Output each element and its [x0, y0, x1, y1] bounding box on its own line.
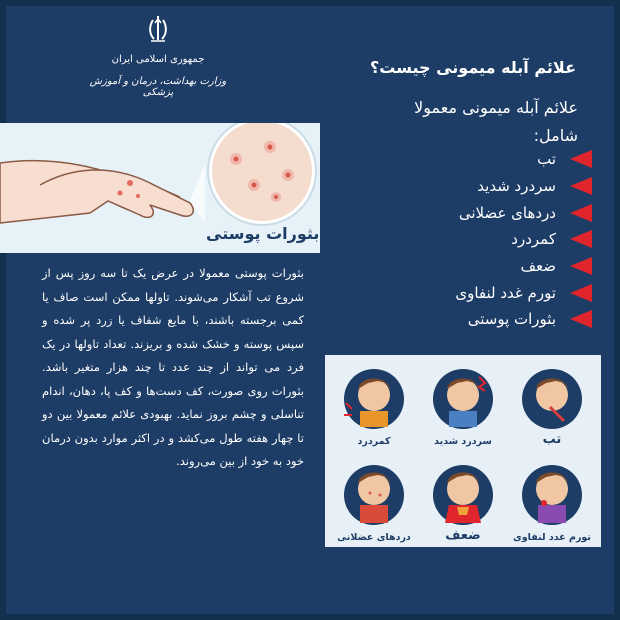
- bullet-triangle-icon: [570, 150, 592, 168]
- list-item: دردهای عضلانی: [455, 199, 592, 226]
- swollen-lymph-icon-card: تورم غدد لنفاوی: [512, 455, 592, 545]
- back-pain-icon: [334, 359, 414, 429]
- page-title: علائم آبله میمونی چیست؟: [369, 58, 576, 77]
- bullet-triangle-icon: [570, 204, 592, 222]
- swollen-lymph-icon: [512, 455, 592, 525]
- list-item: کمردرد: [455, 226, 592, 253]
- headache-icon: [423, 359, 503, 429]
- weakness-icon: [423, 455, 503, 525]
- list-item: تب: [455, 146, 592, 173]
- logo-ministry: وزارت بهداشت، درمان و آموزش پزشکی: [89, 76, 227, 98]
- muscle-pain-icon: [334, 455, 414, 525]
- list-item: ضعف: [455, 253, 592, 280]
- bullet-triangle-icon: [570, 257, 592, 275]
- ministry-logo: [89, 14, 227, 104]
- fever-icon-card: تب: [512, 359, 592, 449]
- muscle-pain-icon-card: دردهای عضلانی: [334, 455, 414, 545]
- headache-icon-card: سردرد شدید: [423, 359, 503, 449]
- bullet-triangle-icon: [570, 284, 592, 302]
- bullet-triangle-icon: [570, 310, 592, 328]
- bullet-triangle-icon: [570, 230, 592, 248]
- logo-country: جمهوری اسلامی ایران: [111, 54, 205, 65]
- weakness-icon-card: ضعف: [423, 455, 503, 545]
- symptom-icon-grid: [325, 355, 601, 547]
- bullet-triangle-icon: [570, 177, 592, 195]
- list-item: تورم غدد لنفاوی: [455, 279, 592, 306]
- list-item: سردرد شدید: [455, 173, 592, 200]
- rash-description: بثورات پوستی معمولا در عرض یک تا سه روز پس از شروع تب آشکار می‌شوند. تاولها ممکن است صاف یا کمی برجسته باشند، با مایع شفاف یا زرد پر شده و سپس پوسته و خشک شده و بریزند. تعداد تاولها در یک فرد می تواند از چند عدد تا چند هزار متغیر باشد. بثورات روی صورت، کف دست‌ها و کف پا، دهان، اندام تناسلی و چشم بروز نماید. بهبودی علائم معمولا بین دو تا چهار هفته طول می‌کشد و در اکثر موارد بدون درمان خود به خود از بین می‌روند.: [42, 266, 304, 468]
- rash-label: بثورات پوستی: [206, 224, 320, 243]
- fever-icon: [512, 359, 592, 429]
- list-item: بثورات پوستی: [455, 306, 592, 333]
- intro-text: علائم آبله میمونی معمولا شامل:: [414, 98, 578, 145]
- back-pain-icon-card: کمردرد: [334, 359, 414, 449]
- symptom-list: [455, 146, 592, 333]
- iran-emblem-icon: [147, 14, 169, 44]
